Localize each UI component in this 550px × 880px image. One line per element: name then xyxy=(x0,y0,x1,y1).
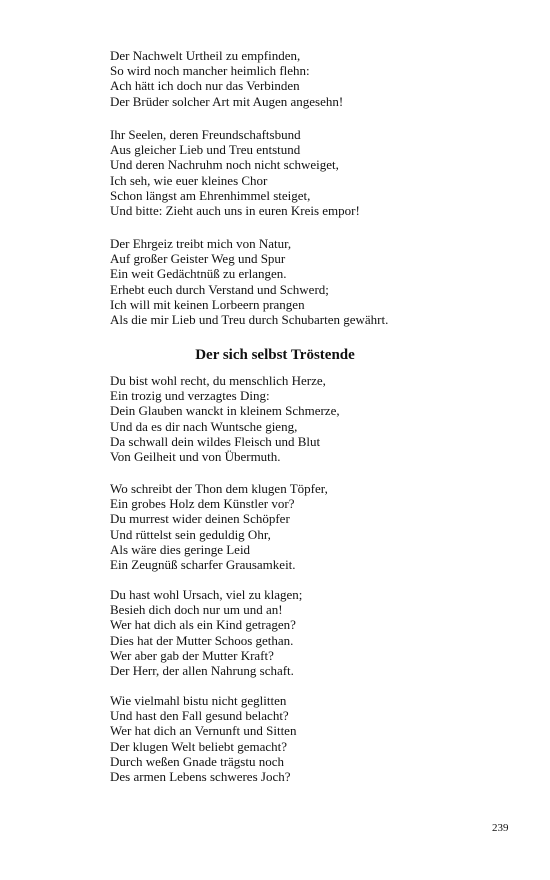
verse-line: Des armen Lebens schweres Joch? xyxy=(110,769,291,785)
verse-line: Ein grobes Holz dem Künstler vor? xyxy=(110,496,295,512)
verse-line: Erhebt euch durch Verstand und Schwerd; xyxy=(110,281,329,297)
verse-line: Ihr Seelen, deren Freundschaftsbund xyxy=(110,127,301,142)
poem-stanza-3 xyxy=(110,587,530,678)
verse-line: Ach hätt ich doch nur das Verbinden xyxy=(110,78,300,94)
stanza-2 xyxy=(110,127,530,218)
verse-line: Wer hat dich als ein Kind getragen? xyxy=(110,617,296,633)
verse-line: Der Ehrgeiz treibt mich von Natur, xyxy=(110,236,292,251)
poem-stanza-4 xyxy=(110,693,530,784)
verse-line: Du murrest wider deinen Schöpfer xyxy=(110,511,290,527)
verse-line: Dies hat der Mutter Schoos gethan. xyxy=(110,632,294,648)
verse-line: Wer aber gab der Mutter Kraft? xyxy=(110,647,274,663)
verse-line: Besieh dich doch nur um und an! xyxy=(110,602,283,618)
verse-line: Der Brüder solcher Art mit Augen angesehn! xyxy=(110,93,344,109)
stanza-1 xyxy=(110,48,530,109)
verse-line: Und deren Nachruhm noch nicht schweiget, xyxy=(110,157,339,173)
verse-line: So wird noch mancher heimlich flehn: xyxy=(110,63,310,79)
verse-line: Ein Zeugnüß scharfer Grausamkeit. xyxy=(110,557,296,573)
verse-line: Durch weßen Gnade trägstu noch xyxy=(110,753,284,769)
verse-line: Ein trozig und verzagtes Ding: xyxy=(110,388,270,404)
verse-line: Und rüttelst sein geduldig Ohr, xyxy=(110,526,271,542)
verse-line: Da schwall dein wildes Fleisch und Blut xyxy=(110,433,321,449)
verse-line: Ich will mit keinen Lorbeern prangen xyxy=(110,296,305,312)
stanza-3 xyxy=(110,236,530,327)
verse-line: Und da es dir nach Wuntsche gieng, xyxy=(110,418,298,434)
verse-line: Wie vielmahl bistu nicht geglitten xyxy=(110,693,287,708)
poem-stanza-2 xyxy=(110,481,530,572)
verse-line: Wo schreibt der Thon dem klugen Töpfer, xyxy=(110,481,328,496)
poem-title: Der sich selbst Tröstende xyxy=(195,347,355,363)
verse-line: Du bist wohl recht, du menschlich Herze, xyxy=(110,373,326,388)
page-number: 239 xyxy=(492,822,509,834)
verse-line: Auf großer Geister Weg und Spur xyxy=(110,251,286,267)
poem-stanza-1 xyxy=(110,373,530,464)
verse-line: Von Geilheit und von Übermuth. xyxy=(110,449,281,465)
verse-line: Der Herr, der allen Nahrung schaft. xyxy=(110,663,294,679)
verse-line: Schon längst am Ehrenhimmel steiget, xyxy=(110,187,311,203)
verse-line: Du hast wohl Ursach, viel zu klagen; xyxy=(110,587,303,602)
verse-line: Als die mir Lieb und Treu durch Schubarten gewährt. xyxy=(110,312,389,328)
verse-line: Und hast den Fall gesund belacht? xyxy=(110,708,289,724)
verse-line: Dein Glauben wanckt in kleinem Schmerze, xyxy=(110,403,340,419)
verse-line: Der klugen Welt beliebt gemacht? xyxy=(110,738,288,754)
verse-line: Und bitte: Zieht auch uns in euren Kreis empor! xyxy=(110,203,360,219)
verse-line: Ein weit Gedächtnüß zu erlangen. xyxy=(110,266,287,282)
verse-line: Aus gleicher Lieb und Treu entstund xyxy=(110,142,301,158)
verse-line: Als wäre dies geringe Leid xyxy=(110,541,251,557)
verse-line: Wer hat dich an Vernunft und Sitten xyxy=(110,723,297,739)
verse-line: Der Nachwelt Urtheil zu empfinden, xyxy=(110,48,301,63)
verse-line: Ich seh, wie euer kleines Chor xyxy=(110,172,268,188)
